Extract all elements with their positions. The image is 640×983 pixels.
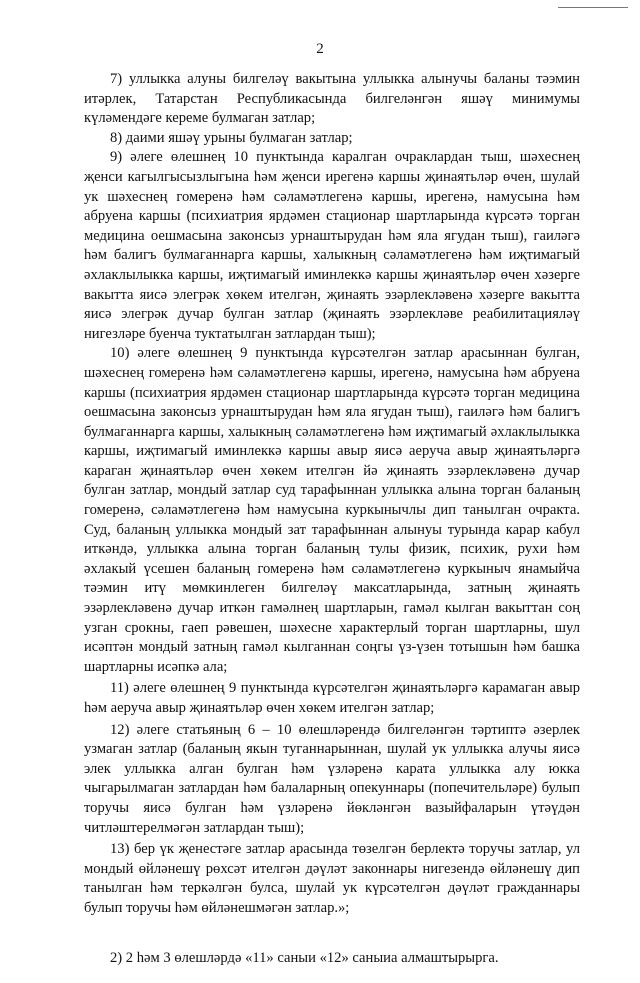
paragraph-13: 13) бер үк җенестәге затлар арасында төзелгән берлектә торучы затлар, ул мондый өйләнешү рөхсәт ителгән дәүләт законнары нигезендә өйләнешү дип танылган һәм теркәлгән булса, шулай ук күрсәтелгән дәүләт гражданнары булып торучы һәм өйләнешмәгән затлар.»; bbox=[84, 841, 580, 916]
paragraph-11: 11) әлеге өлешнең 9 пунктында күрсәтелгән җинаятьләргә карамаган авыр һәм аеруча авыр җинаятьләр өчен хөкем ителгән затлар; bbox=[84, 680, 580, 716]
closing-paragraph: 2) 2 һәм 3 өлешләрдә «11» саныи «12» саныиа алмаштырырга. bbox=[110, 949, 499, 966]
document-body bbox=[84, 70, 580, 983]
paragraph-7: 7) уллыкка алуны билгеләү вакытына уллыкка алынучы баланы тәэмин итәрлек, Татарстан Республикасында билгеләнгән яшәү минимумы күләмендәге керемe булмаган затлар; bbox=[84, 71, 580, 127]
top-rule bbox=[558, 7, 628, 8]
paragraph-9: 9) әлеге өлешнең 10 пунктында каралган очраклардан тыш, шәхеснең җенси кагылгысызлыгына һәм җенси ирегенə каршы җинаятьләр өчен, шулай ук шәхеснең гомеренә һәм сәламәтлегенә каршы, ирегенə, намусына һәм абруена каршы (психиатрия ярдәмен стационар шартларында күрсәтә торган медицина оешмасына законсыз урнаштырудан һәм яла ягудан тыш), гаиләгә һәм балигъ булмаганнарга каршы, халыкның сәламәтлегенә һәм иҗтимагый әхлаклылыкка каршы, иҗтимагый иминлеккә каршы җинаятьләр өчен хәзерге вакытта яисә элегрәк хөкем ителгән, җинаять эзәрлекләвенә хәзерге вакытта яисә элегрәк дучар булган затлар (җинаять эзәрлекләве реабилитацияләү нигезләре буенча туктатылган затлардан тыш); bbox=[84, 149, 580, 342]
paragraph-8: 8) даими яшәү урыны булмаган затлар; bbox=[110, 129, 353, 146]
page-number: 2 bbox=[316, 41, 324, 57]
paragraph-12: 12) әлеге статьяның 6 – 10 өлешләрендә билгеләнгән тәртиптә әзерлек узмаган затлар (баланың якын туганнарыннан, шулай ук уллыкка алучы яисә элек уллыкка алган булган һәм үзләренә карата уллыкка алу юкка чыгарылмаган затлардан һәм балаларның опекуннары (попечительләре) булып торучы яисә булган һәм үзләренә йөкләнгән вазыйфаларын үтәүдән читләштерелмәгән затлардан тыш); bbox=[84, 721, 580, 836]
paragraph-10: 10) әлеге өлешнең 9 пунктында күрсәтелгән затлар арасыннан булган, шәхеснең гомеренә һәм сәламәтлегенә каршы, ирегенə, намусына һәм абруена каршы (психиатрия ярдәмен стационар шартларында күрсәтә торган медицина оешмасына законсыз урнаштырудан һәм яла ягудан тыш), гаиләгә һәм балигъ булмаганнарга каршы, халыкның сәламәтлегенә һәм иҗтимагый әхлаклылыкка каршы, иҗтимагый иминлеккә каршы авыр яисә аеруча авыр җинаятьләргә караган җинаятьләр өчен хөкем ителгән йә җинаять эзәрлекләвенә дучар булган затлар, мондый затлар суд тарафыннан уллыкка алына торган баланың гомеренә, сәламәтлегенә һәм намусына куркынычлы дип танылган очракта. Суд, баланың уллыкка мондый зат тарафыннан алынуы турында карар кабул иткәндә, уллыкка алына торган баланың тулы физик, психик, рухи һәм әхлакый үсешен баланың гомеренә һәм сәламәтлегенә куркыныч янамыйча тәэмин итү мөмкинлеген билгеләү максатларында, затның җинаять эзәрлекләвенә дучар иткән гамәлнең шартларын, гамәл кылган вакыттан соң узган срокны, гаеп рәвешен, шәхесне характерлый торган шартларны, шул исәптән мондый затның гамәл кылганнан соңгы үз-үзен тотышын һәм башка шартларны исәпкә ала; bbox=[84, 345, 580, 675]
